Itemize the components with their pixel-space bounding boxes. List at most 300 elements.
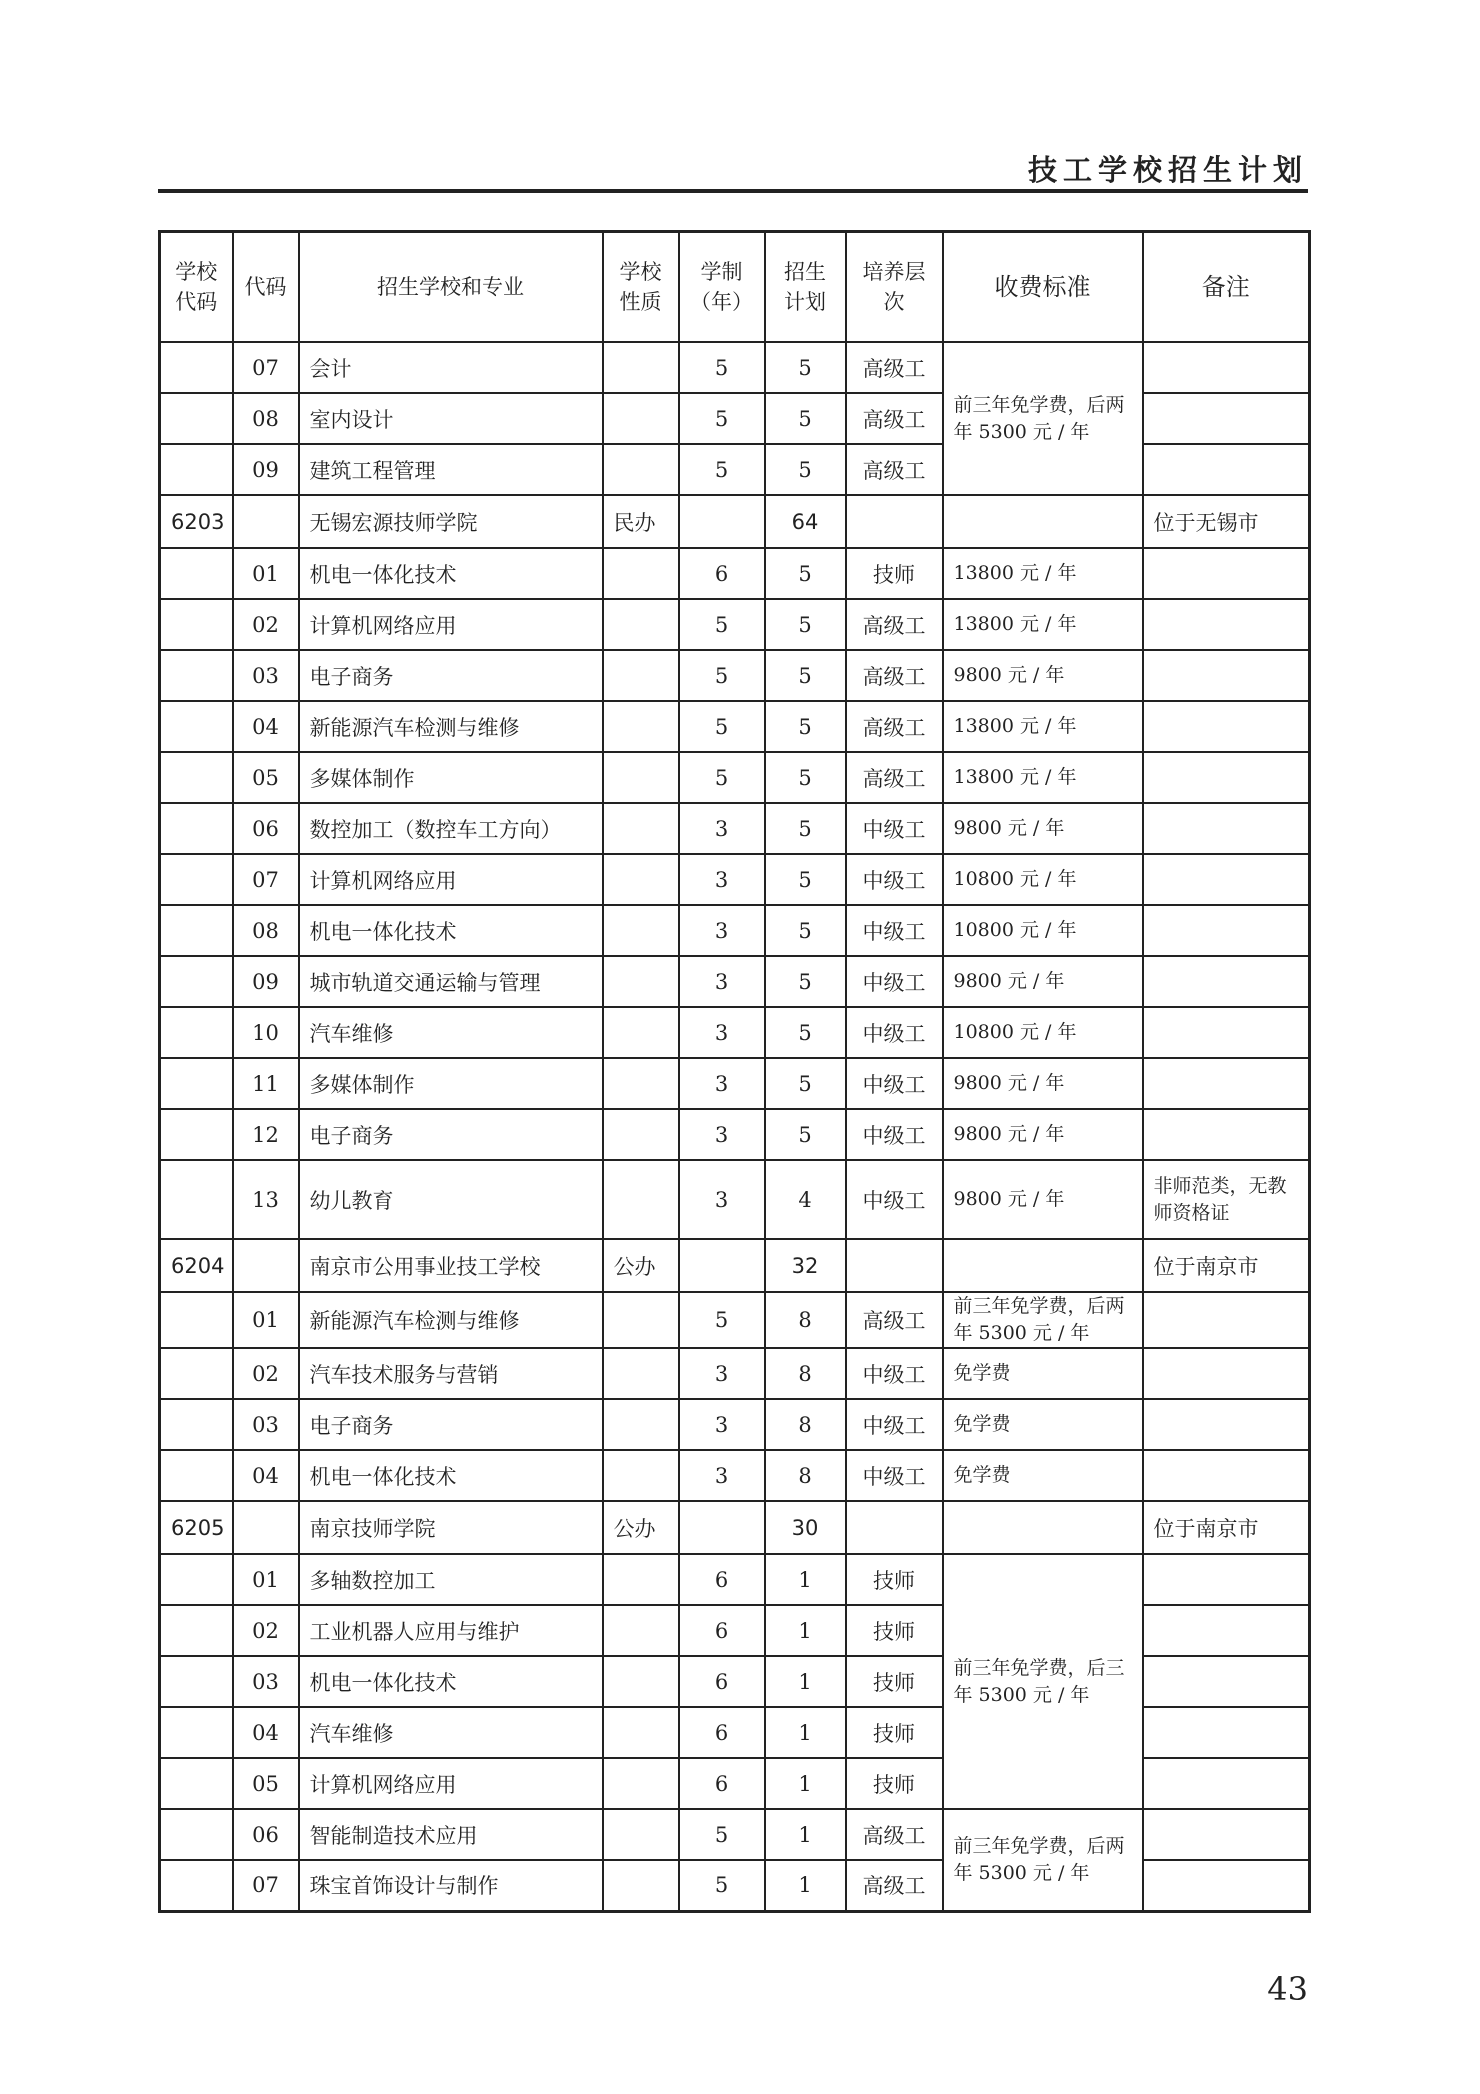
- school-nature: [603, 1809, 679, 1860]
- major-name: 工业机器人应用与维护: [299, 1605, 603, 1656]
- school-code: [160, 803, 233, 854]
- school-code: [160, 956, 233, 1007]
- years: 3: [679, 1399, 765, 1450]
- note: [1143, 1554, 1310, 1605]
- plan: 1: [765, 1605, 846, 1656]
- note: [1143, 1860, 1310, 1911]
- major-code: 13: [233, 1160, 299, 1239]
- level: 高级工: [846, 650, 943, 701]
- fee: 9800 元 / 年: [943, 803, 1143, 854]
- major-row: [160, 854, 1310, 905]
- years: 5: [679, 701, 765, 752]
- fee: 13800 元 / 年: [943, 701, 1143, 752]
- fee: 前三年免学费，后两年 5300 元 / 年: [943, 342, 1143, 495]
- school-nature: [603, 1554, 679, 1605]
- plan: 5: [765, 752, 846, 803]
- major-code: 07: [233, 342, 299, 393]
- plan: 1: [765, 1860, 846, 1911]
- major-name: 室内设计: [299, 393, 603, 444]
- major-row: [160, 1292, 1310, 1348]
- major-code: 04: [233, 1450, 299, 1501]
- years: 6: [679, 1605, 765, 1656]
- fee: 9800 元 / 年: [943, 956, 1143, 1007]
- major-code: [233, 1501, 299, 1554]
- school-nature: 民办: [603, 495, 679, 548]
- note: [1143, 1007, 1310, 1058]
- years: 3: [679, 803, 765, 854]
- major-code: 06: [233, 803, 299, 854]
- school-name: 南京技师学院: [299, 1501, 603, 1554]
- header-years: 学制（年）: [679, 232, 765, 343]
- note: 非师范类，无教师资格证: [1143, 1160, 1310, 1239]
- plan: 8: [765, 1348, 846, 1399]
- fee: 13800 元 / 年: [943, 599, 1143, 650]
- major-name: 计算机网络应用: [299, 1758, 603, 1809]
- plan: 64: [765, 495, 846, 548]
- level: 高级工: [846, 393, 943, 444]
- fee: 前三年免学费，后两年 5300 元 / 年: [943, 1292, 1143, 1348]
- fee: 免学费: [943, 1348, 1143, 1399]
- major-name: 新能源汽车检测与维修: [299, 1292, 603, 1348]
- note: [1143, 1758, 1310, 1809]
- level: 中级工: [846, 905, 943, 956]
- level: 中级工: [846, 1348, 943, 1399]
- fee: 前三年免学费，后两年 5300 元 / 年: [943, 1809, 1143, 1911]
- major-code: 04: [233, 1707, 299, 1758]
- note: [1143, 752, 1310, 803]
- school-nature: [603, 1450, 679, 1501]
- plan: 1: [765, 1554, 846, 1605]
- plan: 5: [765, 803, 846, 854]
- running-title: 技工学校招生计划: [1027, 153, 1308, 187]
- major-row: [160, 599, 1310, 650]
- school-nature: [603, 1058, 679, 1109]
- school-nature: [603, 1399, 679, 1450]
- major-row: [160, 1450, 1310, 1501]
- page-number: 43: [1267, 1970, 1308, 2008]
- school-nature: [603, 548, 679, 599]
- school-code: 6205: [160, 1501, 233, 1554]
- major-name: 机电一体化技术: [299, 1450, 603, 1501]
- school-row: [160, 1501, 1310, 1554]
- years: 6: [679, 1554, 765, 1605]
- note: [1143, 444, 1310, 495]
- major-row: [160, 548, 1310, 599]
- major-code: 03: [233, 1399, 299, 1450]
- fee: 13800 元 / 年: [943, 548, 1143, 599]
- major-name: 智能制造技术应用: [299, 1809, 603, 1860]
- school-nature: [603, 650, 679, 701]
- major-row: [160, 1809, 1310, 1860]
- plan: 1: [765, 1707, 846, 1758]
- major-row: [160, 1109, 1310, 1160]
- note: [1143, 548, 1310, 599]
- major-row: [160, 1160, 1310, 1239]
- plan: 5: [765, 393, 846, 444]
- note: 位于南京市: [1143, 1239, 1310, 1292]
- major-code: 05: [233, 1758, 299, 1809]
- school-row: [160, 495, 1310, 548]
- major-code: 12: [233, 1109, 299, 1160]
- major-name: 珠宝首饰设计与制作: [299, 1860, 603, 1911]
- level: 中级工: [846, 1160, 943, 1239]
- plan: 1: [765, 1758, 846, 1809]
- years: [679, 1239, 765, 1292]
- major-row: [160, 752, 1310, 803]
- plan: 8: [765, 1399, 846, 1450]
- plan: 30: [765, 1501, 846, 1554]
- level: 中级工: [846, 1007, 943, 1058]
- level: 高级工: [846, 342, 943, 393]
- note: 位于南京市: [1143, 1501, 1310, 1554]
- level: 中级工: [846, 803, 943, 854]
- major-row: [160, 1348, 1310, 1399]
- school-code: [160, 1707, 233, 1758]
- fee: 10800 元 / 年: [943, 854, 1143, 905]
- years: 5: [679, 393, 765, 444]
- school-nature: [603, 752, 679, 803]
- school-nature: [603, 1007, 679, 1058]
- note: [1143, 1399, 1310, 1450]
- level: 中级工: [846, 854, 943, 905]
- note: [1143, 854, 1310, 905]
- note: [1143, 1348, 1310, 1399]
- level: 技师: [846, 1554, 943, 1605]
- level: [846, 1239, 943, 1292]
- note: [1143, 1058, 1310, 1109]
- major-name: 电子商务: [299, 1399, 603, 1450]
- school-code: [160, 1605, 233, 1656]
- school-nature: [603, 701, 679, 752]
- school-code: [160, 444, 233, 495]
- major-code: 01: [233, 1554, 299, 1605]
- school-code: [160, 854, 233, 905]
- level: 技师: [846, 1707, 943, 1758]
- years: 3: [679, 854, 765, 905]
- major-code: 06: [233, 1809, 299, 1860]
- level: 高级工: [846, 752, 943, 803]
- major-name: 建筑工程管理: [299, 444, 603, 495]
- school-nature: [603, 1656, 679, 1707]
- major-code: 04: [233, 701, 299, 752]
- years: 5: [679, 444, 765, 495]
- header-school-code: 学校代码: [160, 232, 233, 343]
- fee: 13800 元 / 年: [943, 752, 1143, 803]
- note: [1143, 1605, 1310, 1656]
- plan: 5: [765, 650, 846, 701]
- school-nature: [603, 854, 679, 905]
- school-code: [160, 1758, 233, 1809]
- note: [1143, 803, 1310, 854]
- plan: 5: [765, 701, 846, 752]
- major-code: 02: [233, 599, 299, 650]
- level: [846, 495, 943, 548]
- fee: [943, 1239, 1143, 1292]
- plan: 32: [765, 1239, 846, 1292]
- fee: 9800 元 / 年: [943, 1058, 1143, 1109]
- plan: 5: [765, 1007, 846, 1058]
- school-code: [160, 650, 233, 701]
- major-code: 05: [233, 752, 299, 803]
- note: [1143, 599, 1310, 650]
- years: 6: [679, 1707, 765, 1758]
- major-code: 03: [233, 650, 299, 701]
- note: [1143, 701, 1310, 752]
- header-code: 代码: [233, 232, 299, 343]
- major-name: 多媒体制作: [299, 1058, 603, 1109]
- major-name: 多轴数控加工: [299, 1554, 603, 1605]
- years: [679, 1501, 765, 1554]
- table-header-row: [160, 232, 1310, 343]
- fee: 10800 元 / 年: [943, 1007, 1143, 1058]
- level: 中级工: [846, 1109, 943, 1160]
- school-code: [160, 1348, 233, 1399]
- years: 3: [679, 1058, 765, 1109]
- major-row: [160, 1399, 1310, 1450]
- level: 高级工: [846, 1860, 943, 1911]
- years: 5: [679, 1809, 765, 1860]
- major-name: 汽车技术服务与营销: [299, 1348, 603, 1399]
- school-nature: [603, 1605, 679, 1656]
- years: 3: [679, 1007, 765, 1058]
- school-nature: 公办: [603, 1501, 679, 1554]
- note: [1143, 1292, 1310, 1348]
- school-code: [160, 1860, 233, 1911]
- major-code: 08: [233, 905, 299, 956]
- school-nature: [603, 1860, 679, 1911]
- major-code: 11: [233, 1058, 299, 1109]
- major-code: 08: [233, 393, 299, 444]
- major-name: 电子商务: [299, 1109, 603, 1160]
- fee: [943, 495, 1143, 548]
- header-school-major: 招生学校和专业: [299, 232, 603, 343]
- fee: 前三年免学费，后三年 5300 元 / 年: [943, 1554, 1143, 1809]
- years: 5: [679, 650, 765, 701]
- years: 3: [679, 905, 765, 956]
- school-nature: [603, 803, 679, 854]
- header-fee: 收费标准: [943, 232, 1143, 343]
- major-code: 02: [233, 1605, 299, 1656]
- school-nature: [603, 342, 679, 393]
- major-name: 汽车维修: [299, 1007, 603, 1058]
- major-name: 机电一体化技术: [299, 1656, 603, 1707]
- years: 5: [679, 752, 765, 803]
- major-code: [233, 495, 299, 548]
- years: 3: [679, 1160, 765, 1239]
- school-nature: [603, 393, 679, 444]
- school-code: [160, 1160, 233, 1239]
- major-row: [160, 342, 1310, 393]
- years: 5: [679, 1860, 765, 1911]
- note: [1143, 342, 1310, 393]
- years: 6: [679, 548, 765, 599]
- years: 5: [679, 599, 765, 650]
- level: 中级工: [846, 1399, 943, 1450]
- fee: [943, 1501, 1143, 1554]
- note: [1143, 905, 1310, 956]
- years: 5: [679, 1292, 765, 1348]
- school-nature: [603, 599, 679, 650]
- level: 高级工: [846, 1292, 943, 1348]
- school-code: [160, 1109, 233, 1160]
- note: [1143, 956, 1310, 1007]
- level: 中级工: [846, 1058, 943, 1109]
- major-code: 09: [233, 956, 299, 1007]
- major-code: 03: [233, 1656, 299, 1707]
- school-nature: [603, 1707, 679, 1758]
- years: 3: [679, 1109, 765, 1160]
- note: [1143, 650, 1310, 701]
- plan: 5: [765, 854, 846, 905]
- fee: 9800 元 / 年: [943, 1160, 1143, 1239]
- major-name: 数控加工（数控车工方向）: [299, 803, 603, 854]
- major-row: [160, 956, 1310, 1007]
- school-code: [160, 342, 233, 393]
- major-name: 计算机网络应用: [299, 854, 603, 905]
- major-row: [160, 803, 1310, 854]
- plan: 5: [765, 1058, 846, 1109]
- major-name: 计算机网络应用: [299, 599, 603, 650]
- plan: 8: [765, 1292, 846, 1348]
- school-nature: [603, 905, 679, 956]
- fee: 9800 元 / 年: [943, 1109, 1143, 1160]
- plan: 5: [765, 599, 846, 650]
- header-level: 培养层次: [846, 232, 943, 343]
- school-code: [160, 701, 233, 752]
- school-nature: [603, 1758, 679, 1809]
- major-name: 电子商务: [299, 650, 603, 701]
- level: 技师: [846, 1605, 943, 1656]
- major-code: 10: [233, 1007, 299, 1058]
- years: 6: [679, 1656, 765, 1707]
- fee: 免学费: [943, 1450, 1143, 1501]
- plan: 5: [765, 1109, 846, 1160]
- header-note: 备注: [1143, 232, 1310, 343]
- note: [1143, 393, 1310, 444]
- major-name: 新能源汽车检测与维修: [299, 701, 603, 752]
- school-nature: [603, 1109, 679, 1160]
- school-code: [160, 1007, 233, 1058]
- plan: 5: [765, 342, 846, 393]
- plan: 8: [765, 1450, 846, 1501]
- school-nature: [603, 1292, 679, 1348]
- school-code: [160, 752, 233, 803]
- major-row: [160, 701, 1310, 752]
- major-code: 07: [233, 854, 299, 905]
- years: 5: [679, 342, 765, 393]
- major-code: 01: [233, 548, 299, 599]
- school-code: [160, 1058, 233, 1109]
- header-plan: 招生计划: [765, 232, 846, 343]
- years: 3: [679, 956, 765, 1007]
- plan: 4: [765, 1160, 846, 1239]
- school-name: 无锡宏源技师学院: [299, 495, 603, 548]
- school-code: [160, 905, 233, 956]
- level: 技师: [846, 1656, 943, 1707]
- major-row: [160, 1058, 1310, 1109]
- school-code: [160, 1554, 233, 1605]
- major-name: 机电一体化技术: [299, 548, 603, 599]
- major-row: [160, 1554, 1310, 1605]
- level: 高级工: [846, 599, 943, 650]
- plan: 1: [765, 1809, 846, 1860]
- school-code: 6203: [160, 495, 233, 548]
- major-name: 多媒体制作: [299, 752, 603, 803]
- school-code: [160, 1292, 233, 1348]
- header-nature: 学校性质: [603, 232, 679, 343]
- enrollment-table: [158, 230, 1311, 1913]
- school-row: [160, 1239, 1310, 1292]
- school-code: [160, 1399, 233, 1450]
- school-nature: [603, 956, 679, 1007]
- major-code: [233, 1239, 299, 1292]
- major-name: 汽车维修: [299, 1707, 603, 1758]
- years: 3: [679, 1450, 765, 1501]
- school-code: [160, 393, 233, 444]
- major-row: [160, 650, 1310, 701]
- major-code: 01: [233, 1292, 299, 1348]
- level: 高级工: [846, 1809, 943, 1860]
- school-code: [160, 548, 233, 599]
- major-row: [160, 905, 1310, 956]
- school-nature: [603, 1348, 679, 1399]
- plan: 5: [765, 905, 846, 956]
- fee: 免学费: [943, 1399, 1143, 1450]
- note: [1143, 1707, 1310, 1758]
- major-row: [160, 1007, 1310, 1058]
- plan: 5: [765, 444, 846, 495]
- school-name: 南京市公用事业技工学校: [299, 1239, 603, 1292]
- school-code: [160, 1450, 233, 1501]
- level: 技师: [846, 1758, 943, 1809]
- note: [1143, 1450, 1310, 1501]
- school-nature: 公办: [603, 1239, 679, 1292]
- school-nature: [603, 444, 679, 495]
- level: 技师: [846, 548, 943, 599]
- major-name: 幼儿教育: [299, 1160, 603, 1239]
- level: [846, 1501, 943, 1554]
- level: 高级工: [846, 701, 943, 752]
- school-code: [160, 599, 233, 650]
- plan: 5: [765, 548, 846, 599]
- level: 高级工: [846, 444, 943, 495]
- years: 3: [679, 1348, 765, 1399]
- school-nature: [603, 1160, 679, 1239]
- note: [1143, 1109, 1310, 1160]
- major-name: 会计: [299, 342, 603, 393]
- note: [1143, 1656, 1310, 1707]
- major-code: 09: [233, 444, 299, 495]
- major-code: 07: [233, 1860, 299, 1911]
- years: 6: [679, 1758, 765, 1809]
- plan: 5: [765, 956, 846, 1007]
- level: 中级工: [846, 956, 943, 1007]
- note: [1143, 1809, 1310, 1860]
- header-rule: [158, 189, 1308, 193]
- major-name: 城市轨道交通运输与管理: [299, 956, 603, 1007]
- level: 中级工: [846, 1450, 943, 1501]
- fee: 9800 元 / 年: [943, 650, 1143, 701]
- school-code: [160, 1656, 233, 1707]
- years: [679, 495, 765, 548]
- school-code: [160, 1809, 233, 1860]
- fee: 10800 元 / 年: [943, 905, 1143, 956]
- major-name: 机电一体化技术: [299, 905, 603, 956]
- plan: 1: [765, 1656, 846, 1707]
- note: 位于无锡市: [1143, 495, 1310, 548]
- major-code: 02: [233, 1348, 299, 1399]
- school-code: 6204: [160, 1239, 233, 1292]
